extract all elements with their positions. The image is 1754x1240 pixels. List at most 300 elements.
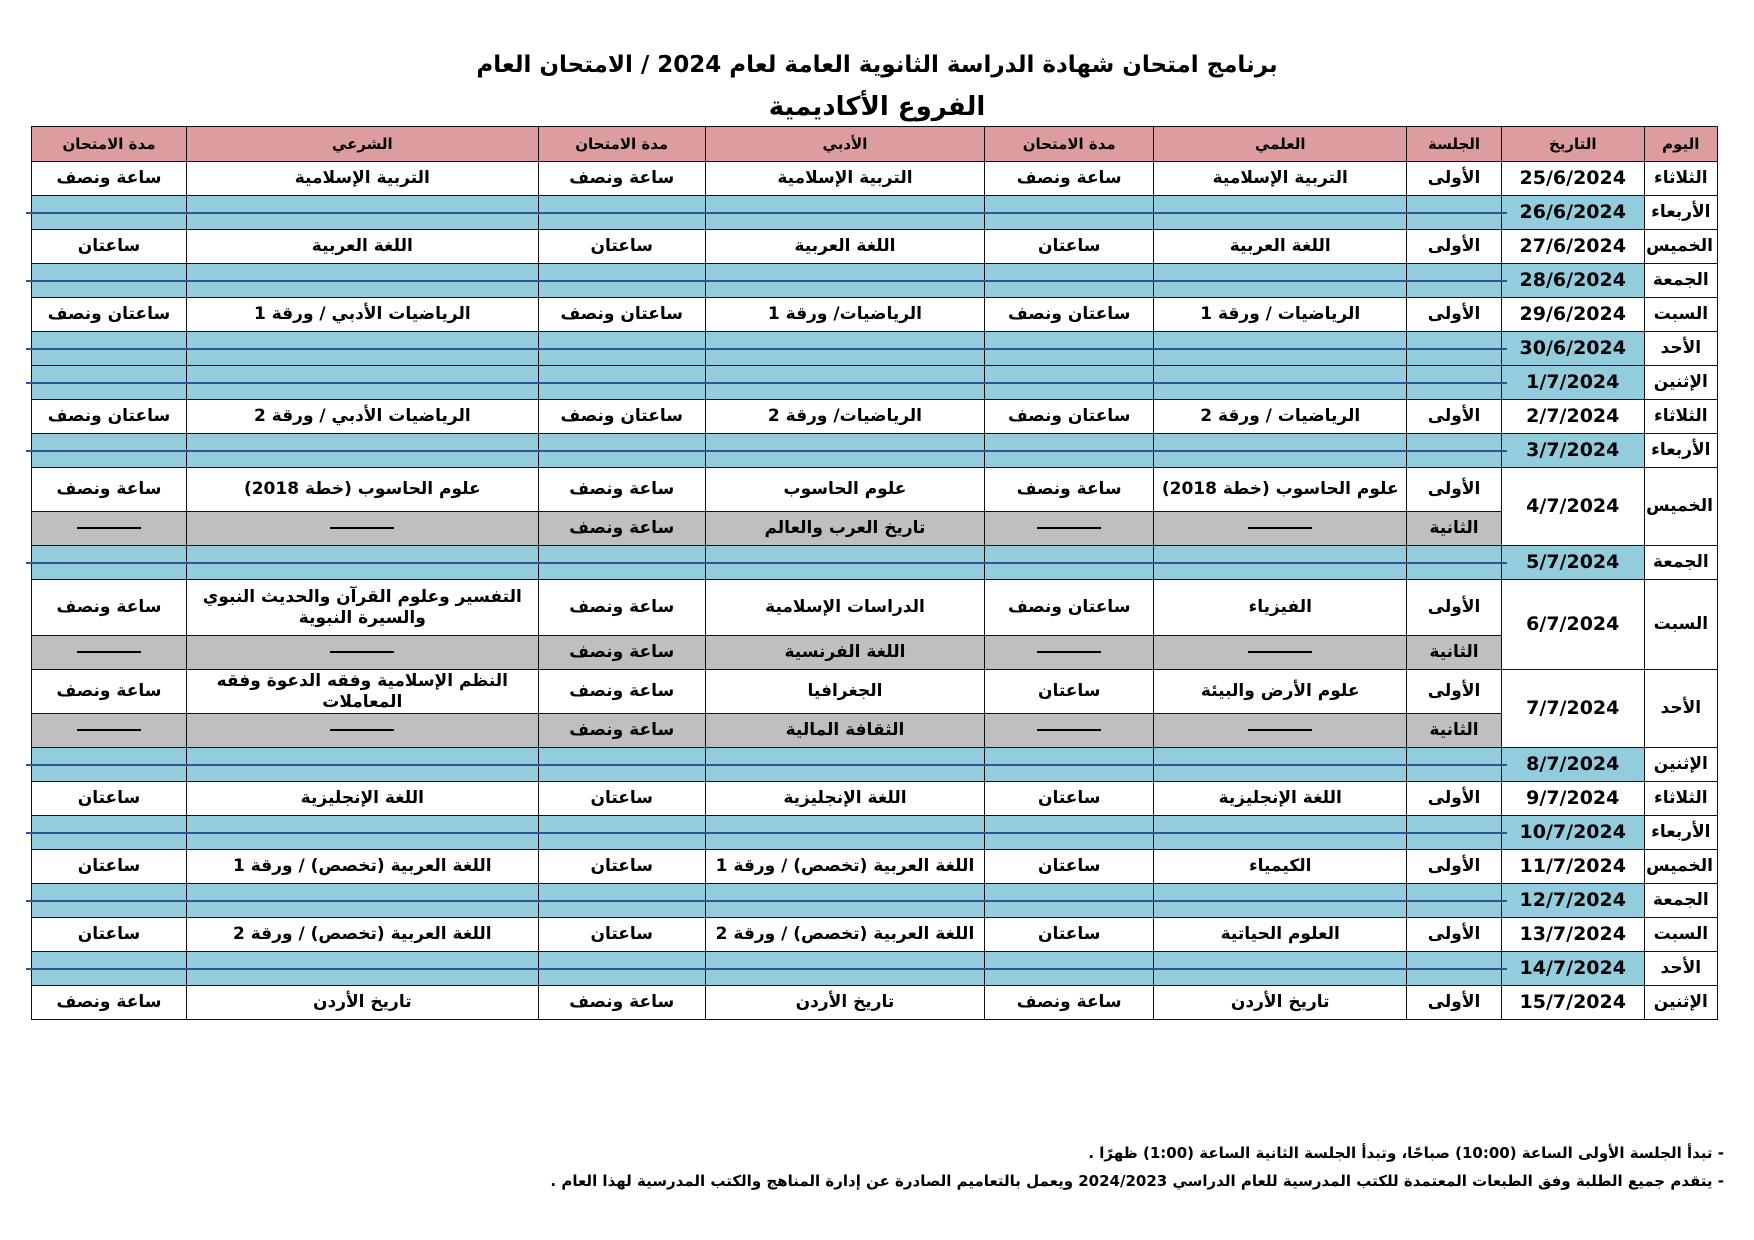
sharia-duration xyxy=(32,636,187,670)
off-cell xyxy=(1407,748,1502,782)
table-body xyxy=(32,162,1718,1020)
notes xyxy=(34,1144,1724,1200)
off-cell xyxy=(1154,748,1407,782)
no-exam-line xyxy=(26,968,192,970)
sharia-subject: تاريخ الأردن xyxy=(186,986,538,1020)
no-exam-line xyxy=(1148,900,1412,902)
off-cell xyxy=(985,196,1154,230)
no-exam-line xyxy=(1401,280,1507,282)
off-cell xyxy=(705,366,984,400)
off-cell xyxy=(985,366,1154,400)
sharia-subject: النظم الإسلامية وفقه الدعوة وفقه المعاملات xyxy=(186,670,538,714)
sharia-duration xyxy=(32,512,187,546)
sharia-duration: ساعة ونصف xyxy=(32,162,187,196)
date-cell: 28/6/2024 xyxy=(1501,264,1644,298)
no-exam-line xyxy=(181,968,544,970)
sharia-duration: ساعتان xyxy=(32,782,187,816)
off-cell xyxy=(985,546,1154,580)
off-cell xyxy=(538,366,705,400)
sharia-duration: ساعة ونصف xyxy=(32,670,187,714)
off-cell xyxy=(32,434,187,468)
off-cell xyxy=(705,332,984,366)
off-cell xyxy=(1407,884,1502,918)
table-row-second-session xyxy=(32,512,1718,546)
no-exam-line xyxy=(26,562,192,564)
day-cell: الخميس xyxy=(1644,230,1717,264)
no-exam-line xyxy=(979,968,1159,970)
sharia-subject xyxy=(186,636,538,670)
no-exam-line xyxy=(700,212,990,214)
no-exam-line xyxy=(533,764,711,766)
literary-duration: ساعة ونصف xyxy=(538,580,705,636)
session-cell: الأولى xyxy=(1407,162,1502,196)
off-cell xyxy=(186,366,538,400)
off-cell xyxy=(705,816,984,850)
no-exam-line xyxy=(533,832,711,834)
day-cell: الأربعاء xyxy=(1644,196,1717,230)
sharia-duration: ساعة ونصف xyxy=(32,986,187,1020)
sharia-subject: الرياضيات الأدبي / ورقة 1 xyxy=(186,298,538,332)
off-cell xyxy=(186,264,538,298)
no-exam-line xyxy=(181,562,544,564)
off-cell xyxy=(186,884,538,918)
literary-duration: ساعتان xyxy=(538,230,705,264)
table-header-row xyxy=(32,127,1718,162)
date-cell: 5/7/2024 xyxy=(1501,546,1644,580)
literary-subject: الرياضيات/ ورقة 2 xyxy=(705,400,984,434)
literary-subject: الجغرافيا xyxy=(705,670,984,714)
off-cell xyxy=(1407,332,1502,366)
off-cell xyxy=(1154,196,1407,230)
no-exam-line xyxy=(979,832,1159,834)
date-cell: 14/7/2024 xyxy=(1501,952,1644,986)
scientific-duration: ساعتان ونصف xyxy=(985,580,1154,636)
session-cell: الأولى xyxy=(1407,230,1502,264)
off-cell xyxy=(32,952,187,986)
day-cell: السبت xyxy=(1644,918,1717,952)
off-cell xyxy=(705,196,984,230)
table-row xyxy=(32,850,1718,884)
scientific-subject xyxy=(1154,714,1407,748)
sharia-duration: ساعة ونصف xyxy=(32,580,187,636)
day-cell: الإثنين xyxy=(1644,986,1717,1020)
no-exam-line xyxy=(979,764,1159,766)
header-date: التاريخ xyxy=(1501,127,1644,162)
no-exam-line xyxy=(700,348,990,350)
scientific-duration: ساعة ونصف xyxy=(985,986,1154,1020)
table-row xyxy=(32,468,1718,512)
day-cell: الجمعة xyxy=(1644,264,1717,298)
date-cell: 4/7/2024 xyxy=(1501,468,1644,546)
no-exam-line xyxy=(26,450,192,452)
no-exam-line xyxy=(181,348,544,350)
off-cell xyxy=(538,264,705,298)
date-cell: 30/6/2024 xyxy=(1501,332,1644,366)
literary-duration: ساعة ونصف xyxy=(538,986,705,1020)
scientific-duration: ساعتان xyxy=(985,918,1154,952)
off-cell xyxy=(538,196,705,230)
date-cell: 7/7/2024 xyxy=(1501,670,1644,748)
literary-duration: ساعة ونصف xyxy=(538,512,705,546)
literary-subject: الرياضيات/ ورقة 1 xyxy=(705,298,984,332)
off-cell xyxy=(32,748,187,782)
off-cell xyxy=(538,884,705,918)
scientific-duration: ساعتان xyxy=(985,782,1154,816)
table-row xyxy=(32,230,1718,264)
off-cell xyxy=(1407,546,1502,580)
day-cell: الجمعة xyxy=(1644,546,1717,580)
empty-dash xyxy=(1037,527,1101,529)
literary-subject: الدراسات الإسلامية xyxy=(705,580,984,636)
table-row xyxy=(32,782,1718,816)
header-duration: مدة الامتحان xyxy=(538,127,705,162)
off-cell xyxy=(985,264,1154,298)
off-cell xyxy=(1154,434,1407,468)
table-row-off xyxy=(32,366,1718,400)
day-cell: الثلاثاء xyxy=(1644,162,1717,196)
scientific-subject: الرياضيات / ورقة 2 xyxy=(1154,400,1407,434)
no-exam-line xyxy=(533,280,711,282)
session-cell: الأولى xyxy=(1407,782,1502,816)
off-cell xyxy=(538,434,705,468)
no-exam-line xyxy=(181,450,544,452)
scientific-duration: ساعة ونصف xyxy=(985,162,1154,196)
sharia-duration: ساعتان xyxy=(32,850,187,884)
literary-duration: ساعتان ونصف xyxy=(538,298,705,332)
empty-dash xyxy=(330,729,394,731)
off-cell xyxy=(1154,332,1407,366)
sharia-duration: ساعة ونصف xyxy=(32,468,187,512)
table-row xyxy=(32,580,1718,636)
no-exam-line xyxy=(1148,968,1412,970)
off-cell xyxy=(705,884,984,918)
literary-duration: ساعتان ونصف xyxy=(538,400,705,434)
session-cell: الأولى xyxy=(1407,468,1502,512)
date-cell: 27/6/2024 xyxy=(1501,230,1644,264)
no-exam-line xyxy=(26,832,192,834)
no-exam-line xyxy=(533,348,711,350)
day-cell: الأحد xyxy=(1644,670,1717,748)
off-cell xyxy=(538,546,705,580)
empty-dash xyxy=(1037,651,1101,653)
table-row-off xyxy=(32,816,1718,850)
no-exam-line xyxy=(1401,212,1507,214)
session-cell: الثانية xyxy=(1407,636,1502,670)
day-cell: الخميس xyxy=(1644,468,1717,546)
literary-duration: ساعة ونصف xyxy=(538,636,705,670)
off-cell xyxy=(32,264,187,298)
table-row-off xyxy=(32,264,1718,298)
off-cell xyxy=(538,332,705,366)
session-cell: الأولى xyxy=(1407,850,1502,884)
table-row-off xyxy=(32,884,1718,918)
day-cell: الأحد xyxy=(1644,332,1717,366)
no-exam-line xyxy=(1148,450,1412,452)
literary-duration: ساعتان xyxy=(538,850,705,884)
date-cell: 25/6/2024 xyxy=(1501,162,1644,196)
date-cell: 3/7/2024 xyxy=(1501,434,1644,468)
day-cell: الأربعاء xyxy=(1644,434,1717,468)
off-cell xyxy=(32,546,187,580)
off-cell xyxy=(1154,366,1407,400)
off-cell xyxy=(1154,546,1407,580)
scientific-subject: اللغة العربية xyxy=(1154,230,1407,264)
no-exam-line xyxy=(26,212,192,214)
no-exam-line xyxy=(700,832,990,834)
day-cell: الإثنين xyxy=(1644,366,1717,400)
scientific-duration: ساعتان xyxy=(985,230,1154,264)
no-exam-line xyxy=(700,968,990,970)
table-row-second-session xyxy=(32,636,1718,670)
no-exam-line xyxy=(181,382,544,384)
empty-dash xyxy=(77,527,141,529)
off-cell xyxy=(985,952,1154,986)
off-cell xyxy=(186,434,538,468)
table-row xyxy=(32,918,1718,952)
no-exam-line xyxy=(1401,764,1507,766)
no-exam-line xyxy=(1148,280,1412,282)
date-cell: 29/6/2024 xyxy=(1501,298,1644,332)
page-title: برنامج امتحان شهادة الدراسة الثانوية العامة لعام 2024 / الامتحان العام xyxy=(476,52,1278,78)
no-exam-line xyxy=(181,900,544,902)
session-cell: الأولى xyxy=(1407,298,1502,332)
no-exam-line xyxy=(1401,382,1507,384)
scientific-subject xyxy=(1154,512,1407,546)
no-exam-line xyxy=(181,212,544,214)
no-exam-line xyxy=(1148,348,1412,350)
date-cell: 11/7/2024 xyxy=(1501,850,1644,884)
empty-dash xyxy=(77,651,141,653)
table-row-off xyxy=(32,748,1718,782)
off-cell xyxy=(705,748,984,782)
date-cell: 6/7/2024 xyxy=(1501,580,1644,670)
off-cell xyxy=(538,748,705,782)
empty-dash xyxy=(77,729,141,731)
no-exam-line xyxy=(26,382,192,384)
sharia-subject: علوم الحاسوب (خطة 2018) xyxy=(186,468,538,512)
day-cell: السبت xyxy=(1644,298,1717,332)
table-row xyxy=(32,986,1718,1020)
table-row-off xyxy=(32,332,1718,366)
no-exam-line xyxy=(533,562,711,564)
no-exam-line xyxy=(533,900,711,902)
literary-duration: ساعة ونصف xyxy=(538,670,705,714)
literary-subject: اللغة الإنجليزية xyxy=(705,782,984,816)
off-cell xyxy=(985,884,1154,918)
table-row-off xyxy=(32,434,1718,468)
scientific-duration: ساعتان xyxy=(985,850,1154,884)
scientific-duration: ساعة ونصف xyxy=(985,468,1154,512)
no-exam-line xyxy=(1148,764,1412,766)
off-cell xyxy=(186,952,538,986)
date-cell: 15/7/2024 xyxy=(1501,986,1644,1020)
no-exam-line xyxy=(979,450,1159,452)
header-session: الجلسة xyxy=(1407,127,1502,162)
off-cell xyxy=(985,748,1154,782)
off-cell xyxy=(538,816,705,850)
scientific-duration: ساعتان ونصف xyxy=(985,298,1154,332)
no-exam-line xyxy=(181,280,544,282)
no-exam-line xyxy=(26,764,192,766)
day-cell: الثلاثاء xyxy=(1644,400,1717,434)
off-cell xyxy=(186,816,538,850)
literary-subject: الثقافة المالية xyxy=(705,714,984,748)
no-exam-line xyxy=(26,348,192,350)
no-exam-line xyxy=(979,562,1159,564)
sharia-subject: اللغة الإنجليزية xyxy=(186,782,538,816)
no-exam-line xyxy=(979,900,1159,902)
literary-duration: ساعة ونصف xyxy=(538,714,705,748)
off-cell xyxy=(32,332,187,366)
off-cell xyxy=(1407,434,1502,468)
literary-duration: ساعتان xyxy=(538,918,705,952)
scientific-duration xyxy=(985,714,1154,748)
table-row-off xyxy=(32,952,1718,986)
header-duration: مدة الامتحان xyxy=(32,127,187,162)
table-row-second-session xyxy=(32,714,1718,748)
sharia-subject: اللغة العربية xyxy=(186,230,538,264)
scientific-subject: العلوم الحياتية xyxy=(1154,918,1407,952)
empty-dash xyxy=(330,651,394,653)
literary-duration: ساعة ونصف xyxy=(538,468,705,512)
no-exam-line xyxy=(979,348,1159,350)
off-cell xyxy=(985,434,1154,468)
off-cell xyxy=(985,816,1154,850)
scientific-subject: علوم الحاسوب (خطة 2018) xyxy=(1154,468,1407,512)
date-cell: 26/6/2024 xyxy=(1501,196,1644,230)
scientific-subject: الكيمياء xyxy=(1154,850,1407,884)
scientific-subject: الفيزياء xyxy=(1154,580,1407,636)
session-cell: الأولى xyxy=(1407,670,1502,714)
session-cell: الثانية xyxy=(1407,714,1502,748)
scientific-duration: ساعتان ونصف xyxy=(985,400,1154,434)
no-exam-line xyxy=(700,764,990,766)
literary-subject: اللغة العربية (تخصص) / ورقة 2 xyxy=(705,918,984,952)
no-exam-line xyxy=(1148,832,1412,834)
sharia-subject: اللغة العربية (تخصص) / ورقة 2 xyxy=(186,918,538,952)
sharia-duration: ساعتان xyxy=(32,230,187,264)
off-cell xyxy=(1407,952,1502,986)
no-exam-line xyxy=(533,968,711,970)
no-exam-line xyxy=(181,832,544,834)
off-cell xyxy=(705,264,984,298)
literary-subject: التربية الإسلامية xyxy=(705,162,984,196)
no-exam-line xyxy=(181,764,544,766)
no-exam-line xyxy=(700,382,990,384)
header-scientific: العلمي xyxy=(1154,127,1407,162)
literary-subject: اللغة العربية xyxy=(705,230,984,264)
sharia-duration: ساعتان ونصف xyxy=(32,298,187,332)
off-cell xyxy=(186,196,538,230)
page-subtitle: الفروع الأكاديمية xyxy=(768,92,986,122)
off-cell xyxy=(985,332,1154,366)
date-cell: 10/7/2024 xyxy=(1501,816,1644,850)
literary-subject: اللغة الفرنسية xyxy=(705,636,984,670)
table-row xyxy=(32,162,1718,196)
off-cell xyxy=(186,332,538,366)
off-cell xyxy=(705,434,984,468)
no-exam-line xyxy=(700,450,990,452)
sharia-subject: التفسير وعلوم القرآن والحديث النبوي والسيرة النبوية xyxy=(186,580,538,636)
scientific-subject: الرياضيات / ورقة 1 xyxy=(1154,298,1407,332)
no-exam-line xyxy=(700,900,990,902)
off-cell xyxy=(1154,884,1407,918)
header-sharia: الشرعي xyxy=(186,127,538,162)
scientific-subject: علوم الأرض والبيئة xyxy=(1154,670,1407,714)
sharia-duration: ساعتان ونصف xyxy=(32,400,187,434)
off-cell xyxy=(705,952,984,986)
sharia-duration xyxy=(32,714,187,748)
off-cell xyxy=(1407,816,1502,850)
header-literary: الأدبي xyxy=(705,127,984,162)
date-cell: 8/7/2024 xyxy=(1501,748,1644,782)
no-exam-line xyxy=(1401,832,1507,834)
scientific-subject: تاريخ الأردن xyxy=(1154,986,1407,1020)
off-cell xyxy=(705,546,984,580)
empty-dash xyxy=(330,527,394,529)
table-row xyxy=(32,298,1718,332)
session-cell: الأولى xyxy=(1407,400,1502,434)
no-exam-line xyxy=(26,900,192,902)
scientific-subject xyxy=(1154,636,1407,670)
header-day: اليوم xyxy=(1644,127,1717,162)
day-cell: الثلاثاء xyxy=(1644,782,1717,816)
table-row xyxy=(32,670,1718,714)
no-exam-line xyxy=(979,212,1159,214)
date-cell: 2/7/2024 xyxy=(1501,400,1644,434)
off-cell xyxy=(186,546,538,580)
scientific-duration xyxy=(985,636,1154,670)
scientific-duration: ساعتان xyxy=(985,670,1154,714)
off-cell xyxy=(186,748,538,782)
empty-dash xyxy=(1248,729,1312,731)
no-exam-line xyxy=(979,382,1159,384)
scientific-subject: اللغة الإنجليزية xyxy=(1154,782,1407,816)
off-cell xyxy=(1154,952,1407,986)
header-duration: مدة الامتحان xyxy=(985,127,1154,162)
off-cell xyxy=(1407,264,1502,298)
no-exam-line xyxy=(1401,968,1507,970)
day-cell: السبت xyxy=(1644,580,1717,670)
no-exam-line xyxy=(1148,212,1412,214)
no-exam-line xyxy=(979,280,1159,282)
session-cell: الأولى xyxy=(1407,580,1502,636)
no-exam-line xyxy=(700,280,990,282)
off-cell xyxy=(32,196,187,230)
no-exam-line xyxy=(1148,562,1412,564)
session-cell: الثانية xyxy=(1407,512,1502,546)
no-exam-line xyxy=(533,382,711,384)
sharia-duration: ساعتان xyxy=(32,918,187,952)
exam-schedule-table xyxy=(31,126,1718,1020)
off-cell xyxy=(1154,264,1407,298)
date-cell: 12/7/2024 xyxy=(1501,884,1644,918)
date-cell: 1/7/2024 xyxy=(1501,366,1644,400)
no-exam-line xyxy=(533,450,711,452)
no-exam-line xyxy=(1148,382,1412,384)
literary-subject: تاريخ الأردن xyxy=(705,986,984,1020)
sharia-subject xyxy=(186,714,538,748)
sharia-subject xyxy=(186,512,538,546)
literary-subject: علوم الحاسوب xyxy=(705,468,984,512)
off-cell xyxy=(1407,196,1502,230)
no-exam-line xyxy=(1401,348,1507,350)
session-cell: الأولى xyxy=(1407,986,1502,1020)
table-row xyxy=(32,400,1718,434)
sharia-subject: اللغة العربية (تخصص) / ورقة 1 xyxy=(186,850,538,884)
no-exam-line xyxy=(700,562,990,564)
empty-dash xyxy=(1037,729,1101,731)
